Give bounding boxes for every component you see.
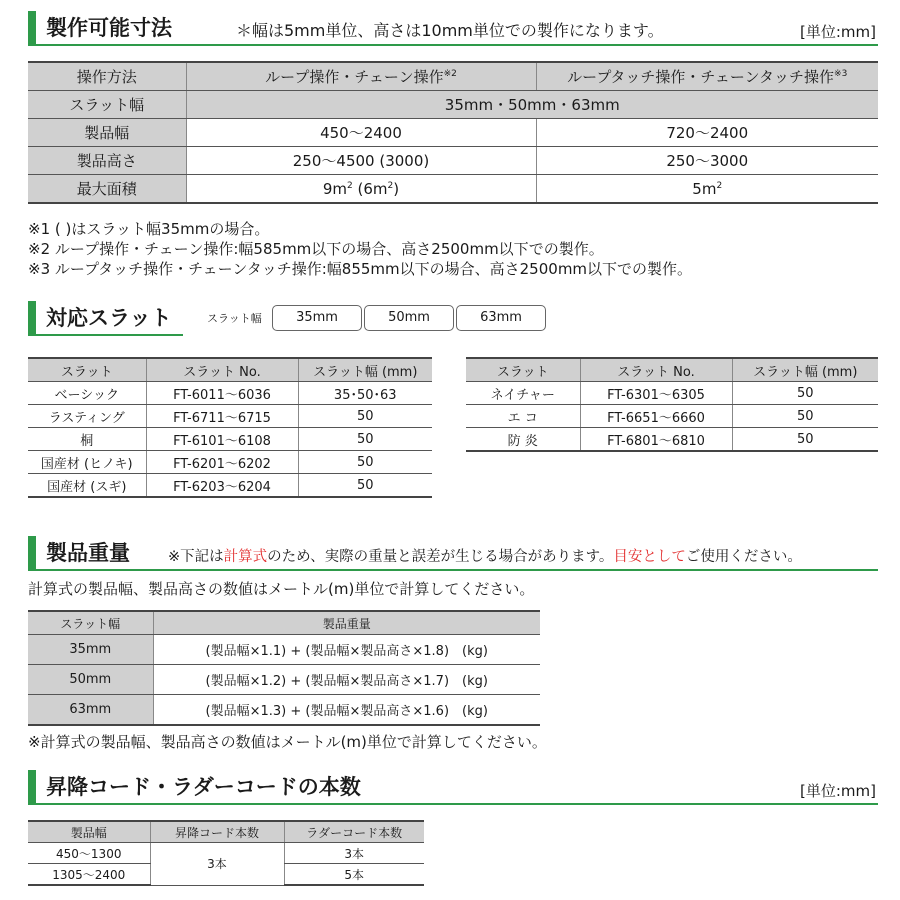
cell: FT-6203～6204 [146, 474, 298, 498]
table-header: スラット幅 (mm) [298, 358, 432, 382]
table-row [466, 405, 878, 428]
cell: FT-6101～6108 [146, 428, 298, 451]
section-subtitle: ＊幅は5mm単位、高さは10mm単位での製作になります。 [236, 21, 664, 40]
cell: 50 [298, 428, 432, 451]
row-label: スラット幅 [28, 91, 186, 119]
slat-width-pill-63: 63mm [456, 305, 546, 331]
table-row [28, 147, 878, 175]
cell: FT-6011～6036 [146, 382, 298, 405]
cell: 国産材 (ヒノキ) [28, 451, 146, 474]
table-header: スラット [28, 358, 146, 382]
cell: (製品幅×1.1) + (製品幅×製品高さ×1.8) (kg) [153, 635, 540, 665]
table-header: 製品重量 [153, 611, 540, 635]
cell: 3本 [284, 843, 424, 864]
cell: 50 [298, 405, 432, 428]
table-header-row [466, 358, 878, 382]
cell: 国産材 (スギ) [28, 474, 146, 498]
cell: 桐 [28, 428, 146, 451]
weight-intro: 計算式の製品幅、製品高さの数値はメートル(m)単位で計算してください。 [28, 580, 535, 598]
cell: 50 [298, 474, 432, 498]
table-row [28, 451, 432, 474]
cell: 63mm [28, 695, 153, 726]
cell: 450～1300 [28, 843, 150, 864]
cell: 防 炎 [466, 428, 580, 452]
cell: 50 [298, 451, 432, 474]
footnote: ※2 ループ操作・チェーン操作:幅585mm以下の場合、高さ2500mm以下での製作。 [28, 240, 604, 258]
section-slats-header [28, 300, 183, 336]
cords-table [28, 820, 424, 886]
section-marker [28, 301, 36, 334]
cell: FT-6801～6810 [580, 428, 732, 452]
section-title: 製作可能寸法 [46, 16, 172, 40]
cell: FT-6651～6660 [580, 405, 732, 428]
cell: 35･50･63 [298, 382, 432, 405]
table-row [28, 175, 878, 204]
weight-footnote: ※計算式の製品幅、製品高さの数値はメートル(m)単位で計算してください。 [28, 733, 547, 751]
table-header: 操作方法 [28, 62, 186, 91]
slat-width-label: スラット幅 [207, 312, 262, 325]
table-header-row [28, 821, 424, 843]
section-title: 製品重量 [46, 541, 130, 565]
table-row [28, 382, 432, 405]
cell: $9m^2$ $(6m^2)$ [186, 175, 536, 204]
cell: 3本 [150, 843, 284, 886]
slat-table-left [28, 357, 432, 498]
section-cords-header [28, 769, 878, 805]
table-header: スラット [466, 358, 580, 382]
cell: 50 [732, 382, 878, 405]
table-row [28, 843, 424, 864]
cell: 5本 [284, 864, 424, 886]
cell: エ コ [466, 405, 580, 428]
section-weight-header [28, 535, 878, 571]
footnote: ※3 ループタッチ操作・チェーンタッチ操作:幅855mm以下の場合、高さ2500mm以下での製作。 [28, 260, 693, 278]
table-header: スラット幅 (mm) [732, 358, 878, 382]
row-label: 製品幅 [28, 119, 186, 147]
unit-label: [単位:mm] [800, 23, 876, 41]
table-row [466, 428, 878, 452]
slat-width-pill-50: 50mm [364, 305, 454, 331]
cell: FT-6301～6305 [580, 382, 732, 405]
row-label: 製品高さ [28, 147, 186, 175]
slat-width-pill-35: 35mm [272, 305, 362, 331]
cell: 450～2400 [186, 119, 536, 147]
cell: 50 [732, 405, 878, 428]
cell: (製品幅×1.3) + (製品幅×製品高さ×1.6) (kg) [153, 695, 540, 726]
table-row [28, 474, 432, 498]
cell: 720～2400 [536, 119, 878, 147]
table-row [28, 119, 878, 147]
section-marker [28, 536, 36, 569]
cell: (製品幅×1.2) + (製品幅×製品高さ×1.7) (kg) [153, 665, 540, 695]
table-row [28, 695, 540, 726]
cell: 35mm・50mm・63mm [186, 91, 878, 119]
table-header: ループタッチ操作・チェーンタッチ操作$^{※3}$ [536, 62, 878, 91]
section-title: 昇降コード・ラダーコードの本数 [46, 775, 361, 799]
table-header-row [28, 62, 878, 91]
footnote: ※1 ( )はスラット幅35mmの場合。 [28, 220, 270, 238]
table-row [28, 635, 540, 665]
weight-note: ※下記は計算式のため、実際の重量と誤差が生じる場合があります。目安としてご使用ください。 [168, 549, 802, 565]
table-header: 昇降コード本数 [150, 821, 284, 843]
table-header: ループ操作・チェーン操作$^{※2}$ [186, 62, 536, 91]
cell: $5m^2$ [536, 175, 878, 204]
section-marker [28, 770, 36, 803]
cell: 250～3000 [536, 147, 878, 175]
table-header: スラット No. [580, 358, 732, 382]
cell: ベーシック [28, 382, 146, 405]
cell: 250～4500 (3000) [186, 147, 536, 175]
weight-table [28, 610, 540, 726]
table-row [466, 382, 878, 405]
section-dimensions-header [28, 10, 878, 46]
table-row [28, 665, 540, 695]
cell: FT-6201～6202 [146, 451, 298, 474]
cell: 50mm [28, 665, 153, 695]
section-marker [28, 11, 36, 44]
cell: ラスティング [28, 405, 146, 428]
table-header: 製品幅 [28, 821, 150, 843]
cell: FT-6711～6715 [146, 405, 298, 428]
cell: ネイチャー [466, 382, 580, 405]
cell: 50 [732, 428, 878, 452]
table-row [28, 428, 432, 451]
section-title: 対応スラット [46, 306, 172, 330]
table-header-row [28, 358, 432, 382]
cell: 35mm [28, 635, 153, 665]
table-row [28, 405, 432, 428]
dimensions-table [28, 61, 878, 204]
table-header-row [28, 611, 540, 635]
table-header: スラット幅 [28, 611, 153, 635]
cell: 1305～2400 [28, 864, 150, 886]
row-label: 最大面積 [28, 175, 186, 204]
table-header: スラット No. [146, 358, 298, 382]
table-row [28, 91, 878, 119]
table-header: ラダーコード本数 [284, 821, 424, 843]
unit-label: [単位:mm] [800, 782, 876, 800]
slat-table-right [466, 357, 878, 452]
